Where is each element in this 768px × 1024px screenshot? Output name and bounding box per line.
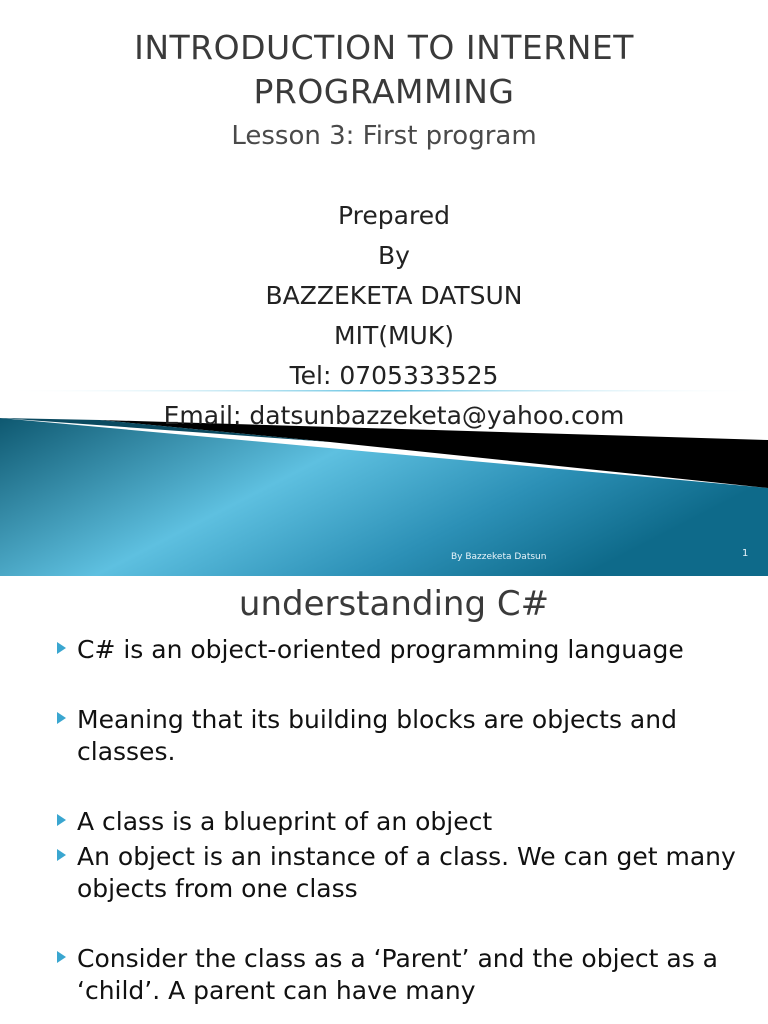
bullet-item (0, 806, 768, 838)
triangle-bullet-icon (57, 814, 66, 826)
content-slide (0, 576, 768, 1024)
author-block (0, 196, 768, 436)
author-line-prepared: Prepared (338, 201, 450, 230)
author-line-by: By (378, 241, 410, 270)
author-line-phone: Tel: 0705333525 (289, 361, 499, 390)
slide-title-line-2: PROGRAMMING (253, 72, 515, 111)
bullet-item (0, 704, 768, 768)
bullet-item (0, 841, 768, 905)
bullet-item (0, 634, 768, 666)
triangle-bullet-icon (57, 951, 66, 963)
triangle-bullet-icon (57, 849, 66, 861)
slide-footer: By Bazzeketa Datsun (451, 552, 547, 562)
bullet-text: A class is a blueprint of an object (77, 807, 493, 836)
author-line-affiliation: MIT(MUK) (334, 321, 454, 350)
slide-title-line-1: INTRODUCTION TO INTERNET (134, 28, 634, 67)
bullet-text: Meaning that its building blocks are objects and classes. (77, 705, 677, 766)
bullet-text: C# is an object-oriented programming language (77, 635, 684, 664)
triangle-bullet-icon (57, 712, 66, 724)
page-number: 1 (742, 548, 749, 559)
bullet-text: An object is an instance of a class. We can get many objects from one class (77, 842, 736, 903)
slide-subtitle: Lesson 3: First program (231, 121, 537, 151)
bullet-item (0, 943, 768, 1007)
bullet-text: Consider the class as a ‘Parent’ and the object as a ‘child’. A parent can have many (77, 944, 719, 1005)
slide-title: understanding C# (238, 584, 550, 624)
author-line-name: BAZZEKETA DATSUN (265, 281, 523, 310)
author-line-email: Email: datsunbazzeketa@yahoo.com (163, 401, 625, 430)
slide-title (0, 26, 768, 114)
triangle-bullet-icon (57, 642, 66, 654)
bullet-list (0, 634, 768, 1007)
